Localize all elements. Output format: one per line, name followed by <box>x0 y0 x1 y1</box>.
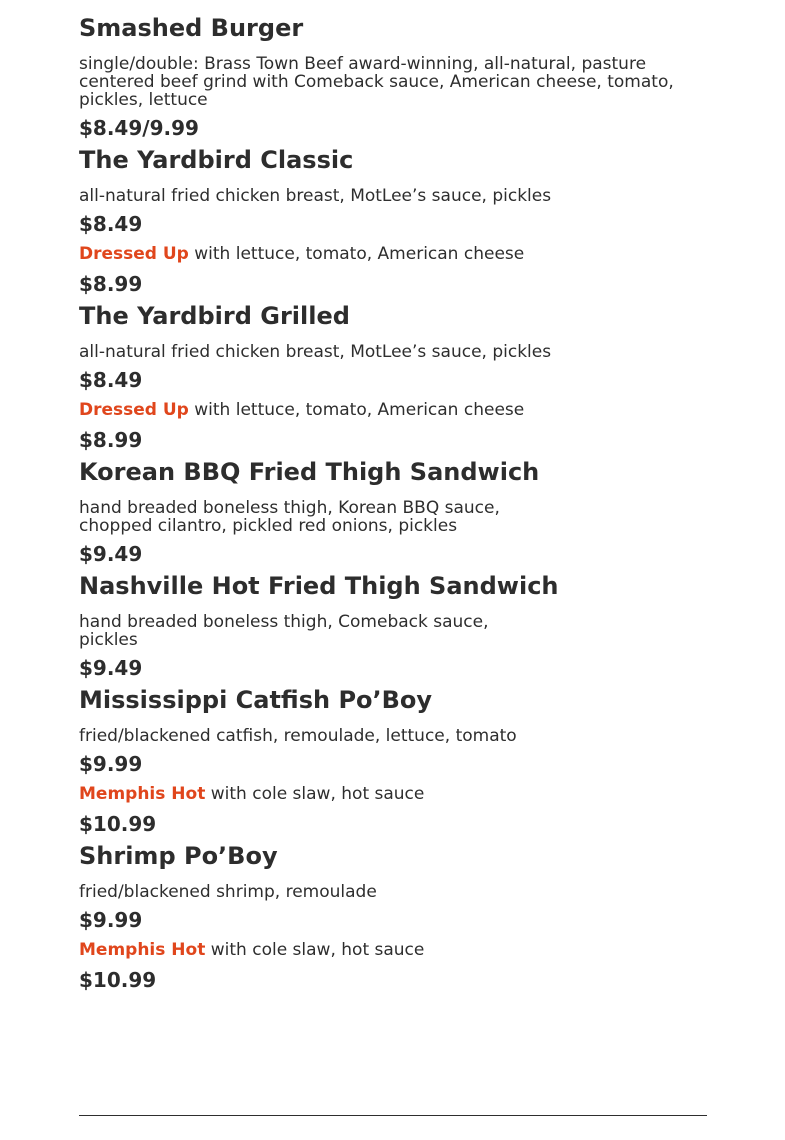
variant-name: Dressed Up <box>79 244 189 264</box>
menu-item-yardbird-grilled <box>79 299 707 455</box>
item-variant <box>79 935 707 965</box>
variant-text: with lettuce, tomato, American cheese <box>194 400 525 420</box>
menu-item-shrimp-poboy <box>79 839 707 995</box>
item-variant <box>79 779 707 809</box>
item-price: $8.49 <box>79 368 143 392</box>
item-description <box>79 499 707 535</box>
item-title: The Yardbird Grilled <box>79 302 350 330</box>
description-line: hand breaded boneless thigh, Comeback sauce, <box>79 612 489 632</box>
variant-price: $10.99 <box>79 812 157 836</box>
item-variant <box>79 395 707 425</box>
menu-item-yardbird-classic <box>79 143 707 299</box>
item-price: $9.49 <box>79 542 143 566</box>
item-title: Smashed Burger <box>79 14 304 42</box>
item-description: fried/blackened catfish, remoulade, lettuce, tomato <box>79 726 517 746</box>
item-price: $9.49 <box>79 656 143 680</box>
menu-item-korean-bbq-thigh <box>79 455 707 569</box>
menu-item-nashville-hot-thigh <box>79 569 707 683</box>
menu-item-catfish-poboy <box>79 683 707 839</box>
item-price: $8.49/9.99 <box>79 116 199 140</box>
variant-price: $8.99 <box>79 428 143 452</box>
item-description <box>79 613 707 649</box>
description-line: pickles <box>79 630 138 650</box>
footer-divider <box>79 1115 707 1116</box>
variant-price: $10.99 <box>79 968 157 992</box>
item-description: fried/blackened shrimp, remoulade <box>79 882 377 902</box>
variant-name: Dressed Up <box>79 400 189 420</box>
variant-name: Memphis Hot <box>79 784 206 804</box>
item-price: $9.99 <box>79 908 143 932</box>
item-price: $9.99 <box>79 752 143 776</box>
menu-item-smashed-burger <box>79 11 707 143</box>
item-variant <box>79 239 707 269</box>
variant-text: with cole slaw, hot sauce <box>210 784 425 804</box>
item-title: The Yardbird Classic <box>79 146 354 174</box>
item-description: all-natural fried chicken breast, MotLee’s sauce, pickles <box>79 342 552 362</box>
menu <box>79 11 707 995</box>
item-title: Mississippi Catfish Po’Boy <box>79 686 433 714</box>
item-title: Shrimp Po’Boy <box>79 842 278 870</box>
item-description: all-natural fried chicken breast, MotLee’s sauce, pickles <box>79 186 552 206</box>
variant-name: Memphis Hot <box>79 940 206 960</box>
item-title: Nashville Hot Fried Thigh Sandwich <box>79 572 559 600</box>
item-price: $8.49 <box>79 212 143 236</box>
variant-price: $8.99 <box>79 272 143 296</box>
variant-text: with lettuce, tomato, American cheese <box>194 244 525 264</box>
description-line: chopped cilantro, pickled red onions, pickles <box>79 516 458 536</box>
item-description: single/double: Brass Town Beef award-winning, all-natural, pasture centered beef grind with Comeback sauce, American cheese, tomato, pickles, lettuce <box>79 54 674 110</box>
variant-text: with cole slaw, hot sauce <box>210 940 425 960</box>
item-title: Korean BBQ Fried Thigh Sandwich <box>79 458 540 486</box>
description-line: hand breaded boneless thigh, Korean BBQ sauce, <box>79 498 500 518</box>
